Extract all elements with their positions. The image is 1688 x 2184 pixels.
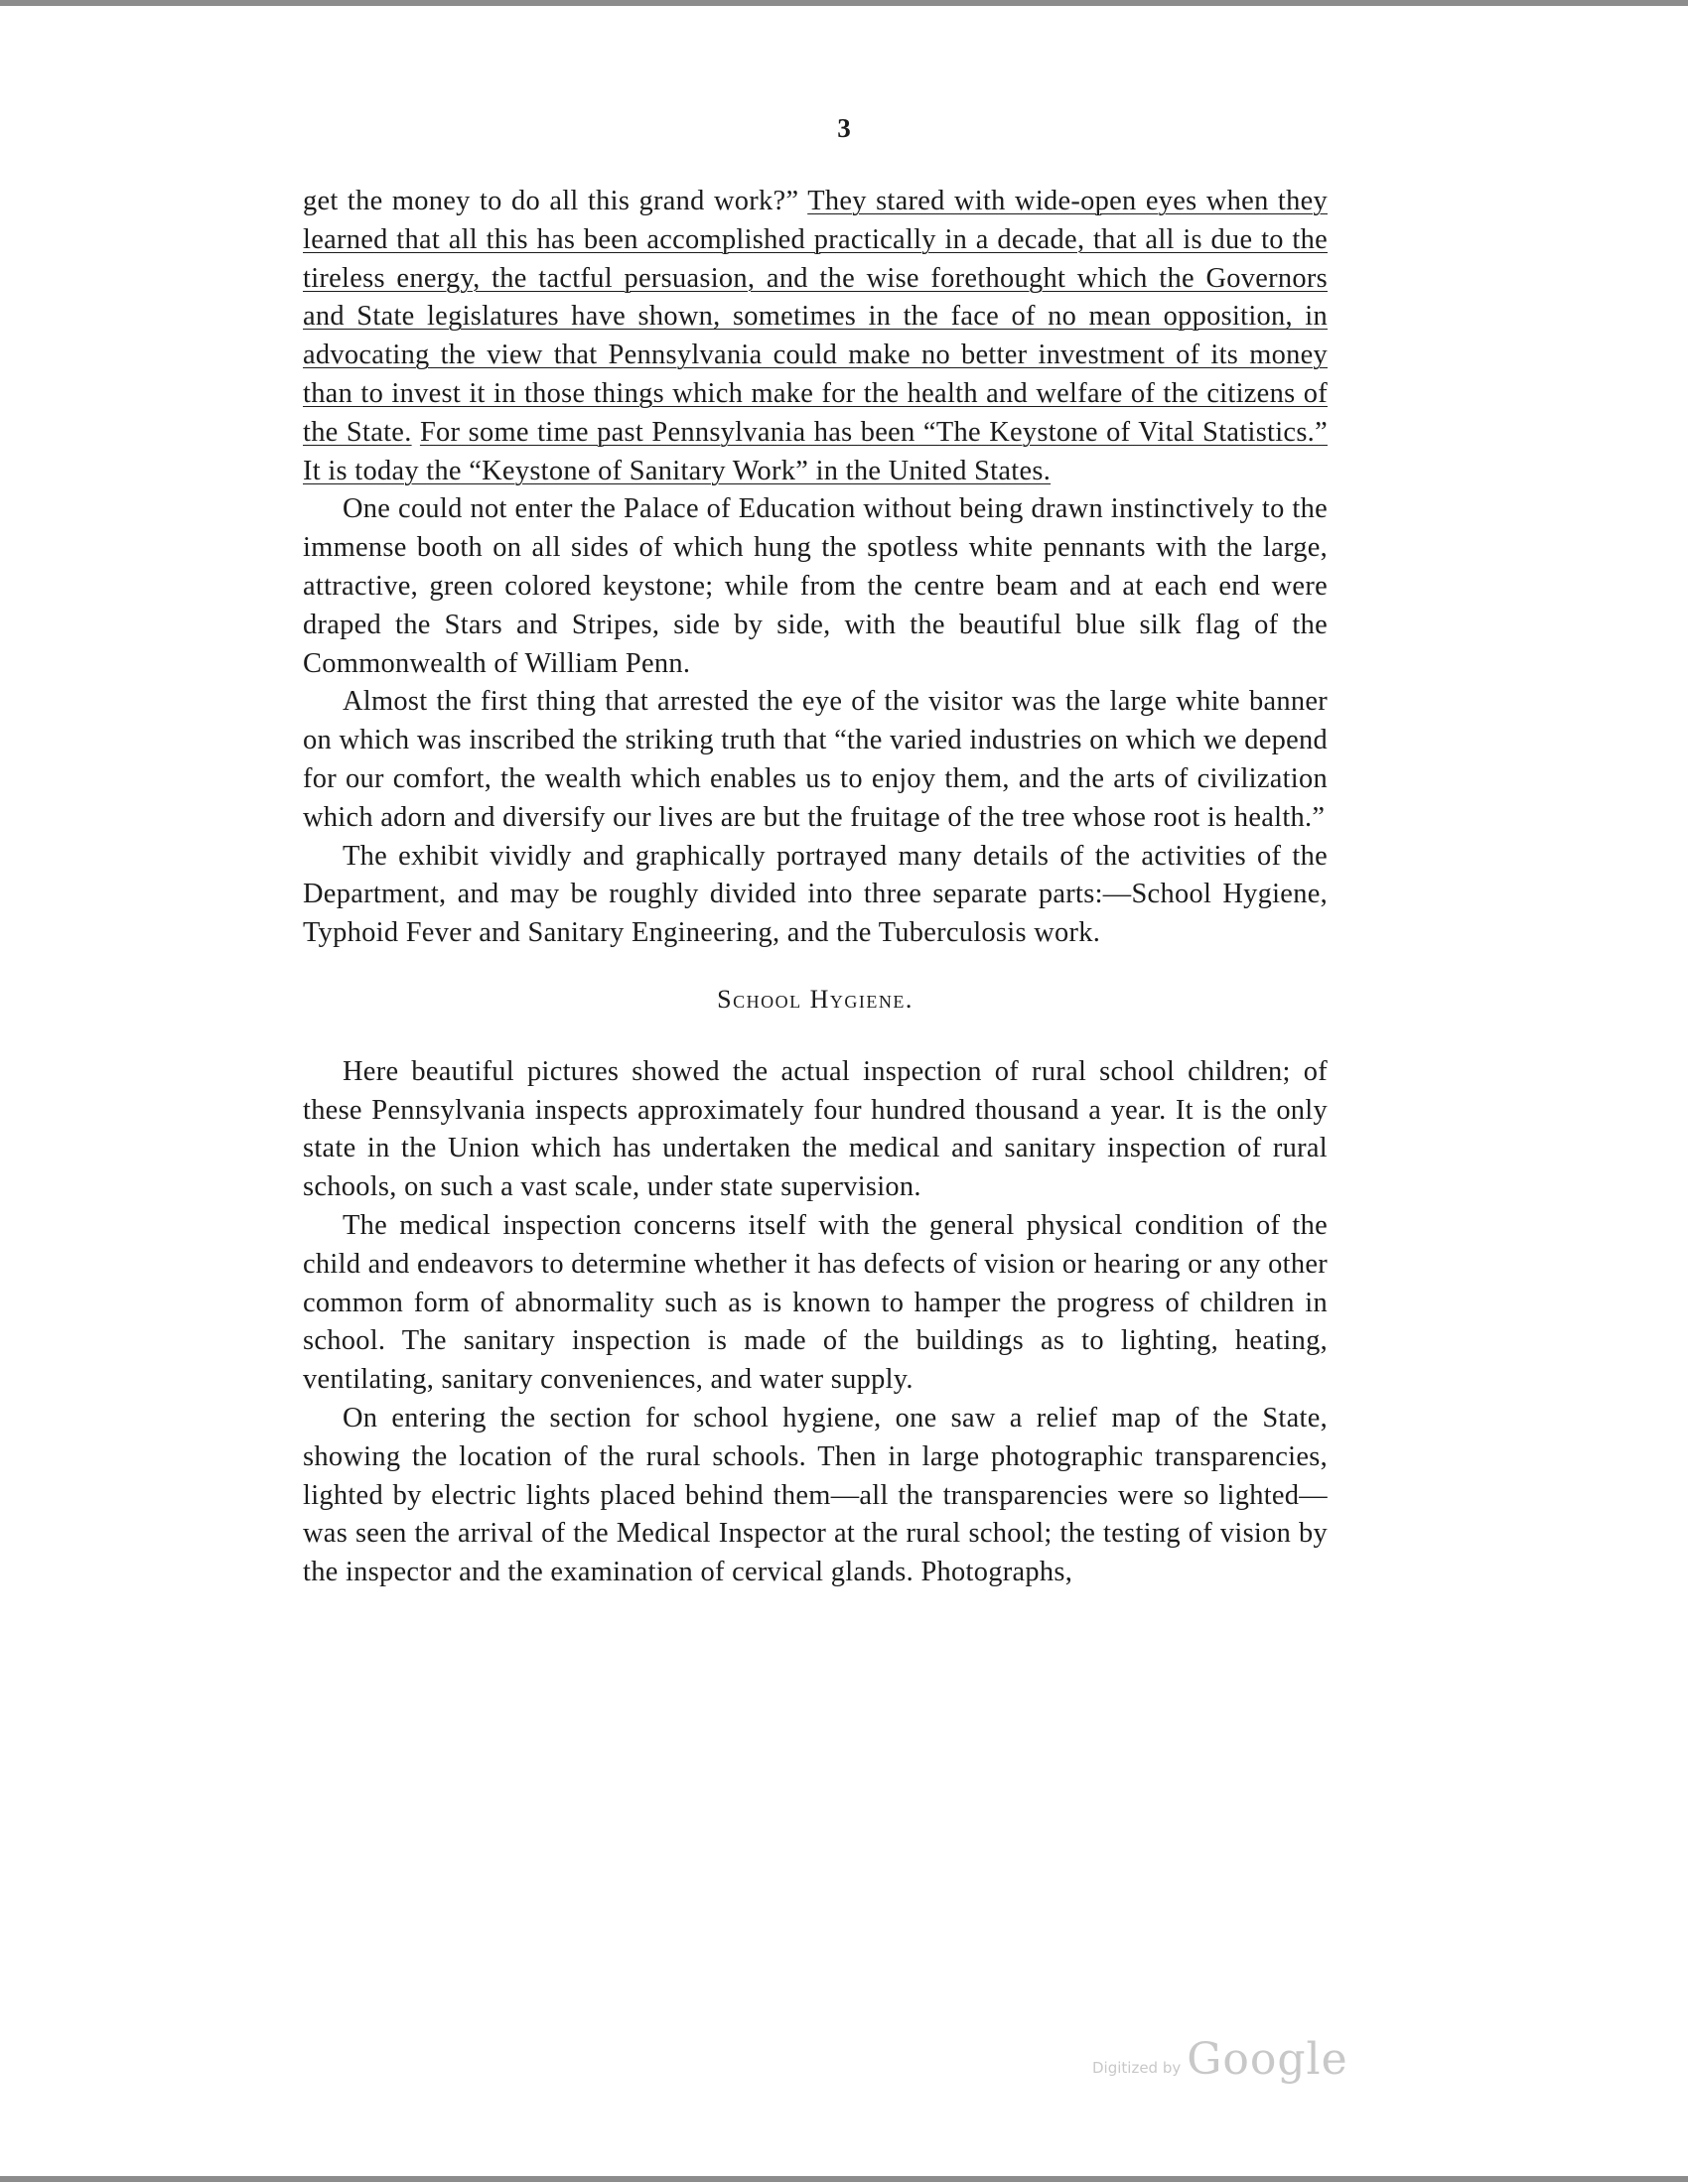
underlined-passage: For some time past Pennsylvania has been “The Keystone of Vital Statistics.” It is today the “Keystone of Sanitary Work” in the United States. [303, 416, 1328, 486]
underlined-passage: They stared with wide-open eyes when they learned that all this has been accomplished practically in a decade, that all is due to the tireless energy, the tactful persuasion, and the wise forethought which the Governors and State legislatures have shown, sometimes in the face of no mean opposition, in advocating the view that Pennsylvania could make no better investment of its money than to invest it in those things which make for the health and welfare of the citizens of the State. [303, 186, 1328, 448]
google-logo: Google [1187, 2034, 1348, 2085]
scan-bottom-edge [0, 2176, 1688, 2182]
text-segment [412, 417, 420, 448]
paragraph-rural-inspection: Here beautiful pictures showed the actual inspection of rural school children; of these Pennsylvania inspects approximately four hundred thousand a year. It is the only state in the Union which has undertaken the medical and sanitary inspection of rural schools, on such a vast scale, under state supervision. [303, 1055, 1328, 1203]
digitized-watermark [1092, 2029, 1348, 2085]
body-text [303, 183, 1328, 1592]
text-segment: get the money to do all this grand work?” [303, 186, 808, 216]
paragraph-banner: Almost the first thing that arrested the eye of the visitor was the large white banner on which was inscribed the striking truth that “the varied industries on which we depend for our comfort, the wealth which enables us to enjoy them, and the arts of civilization which adorn and diversify our lives are but the fruitage of the tree whose root is health.” [303, 686, 1328, 833]
section-heading: School Hygiene. [717, 984, 914, 1014]
paragraph-continuation [303, 183, 1328, 490]
paragraph-medical-inspection: The medical inspection concerns itself with the general physical condition of the child and endeavors to determine whether it has defects of vision or hearing or any other common form of abnormality such as is known to hamper the progress of children in school. The sanitary inspection is made of the buildings as to lighting, heating, ventilating, sanitary conveniences, and water supply. [303, 1209, 1328, 1396]
watermark-prefix: Digitized by [1092, 2059, 1182, 2077]
paragraph-exhibit: The exhibit vividly and graphically portrayed many details of the activities of the Department, and may be roughly divided into three separate parts:—School Hygiene, Typhoid Fever and Sanitary Engineering, and the Tuberculosis work. [303, 840, 1328, 949]
scan-top-edge [0, 0, 1688, 6]
paragraph-relief-map: On entering the section for school hygiene, one saw a relief map of the State, showing the location of the rural schools. Then in large photographic transparencies, lighted by electric lights placed behind them—all the transparencies were so lighted—was seen the arrival of the Medical Inspector at the rural school; the testing of vision by the inspector and the examination of cervical glands. Photographs, [303, 1402, 1328, 1588]
page-number: 3 [837, 113, 851, 143]
paragraph-booth: One could not enter the Palace of Education without being drawn instinctively to the immense booth on all sides of which hung the spotless white pennants with the large, attractive, green colored keystone; while from the centre beam and at each end were draped the Stars and Stripes, side by side, with the beautiful blue silk flag of the Commonwealth of William Penn. [303, 493, 1328, 679]
